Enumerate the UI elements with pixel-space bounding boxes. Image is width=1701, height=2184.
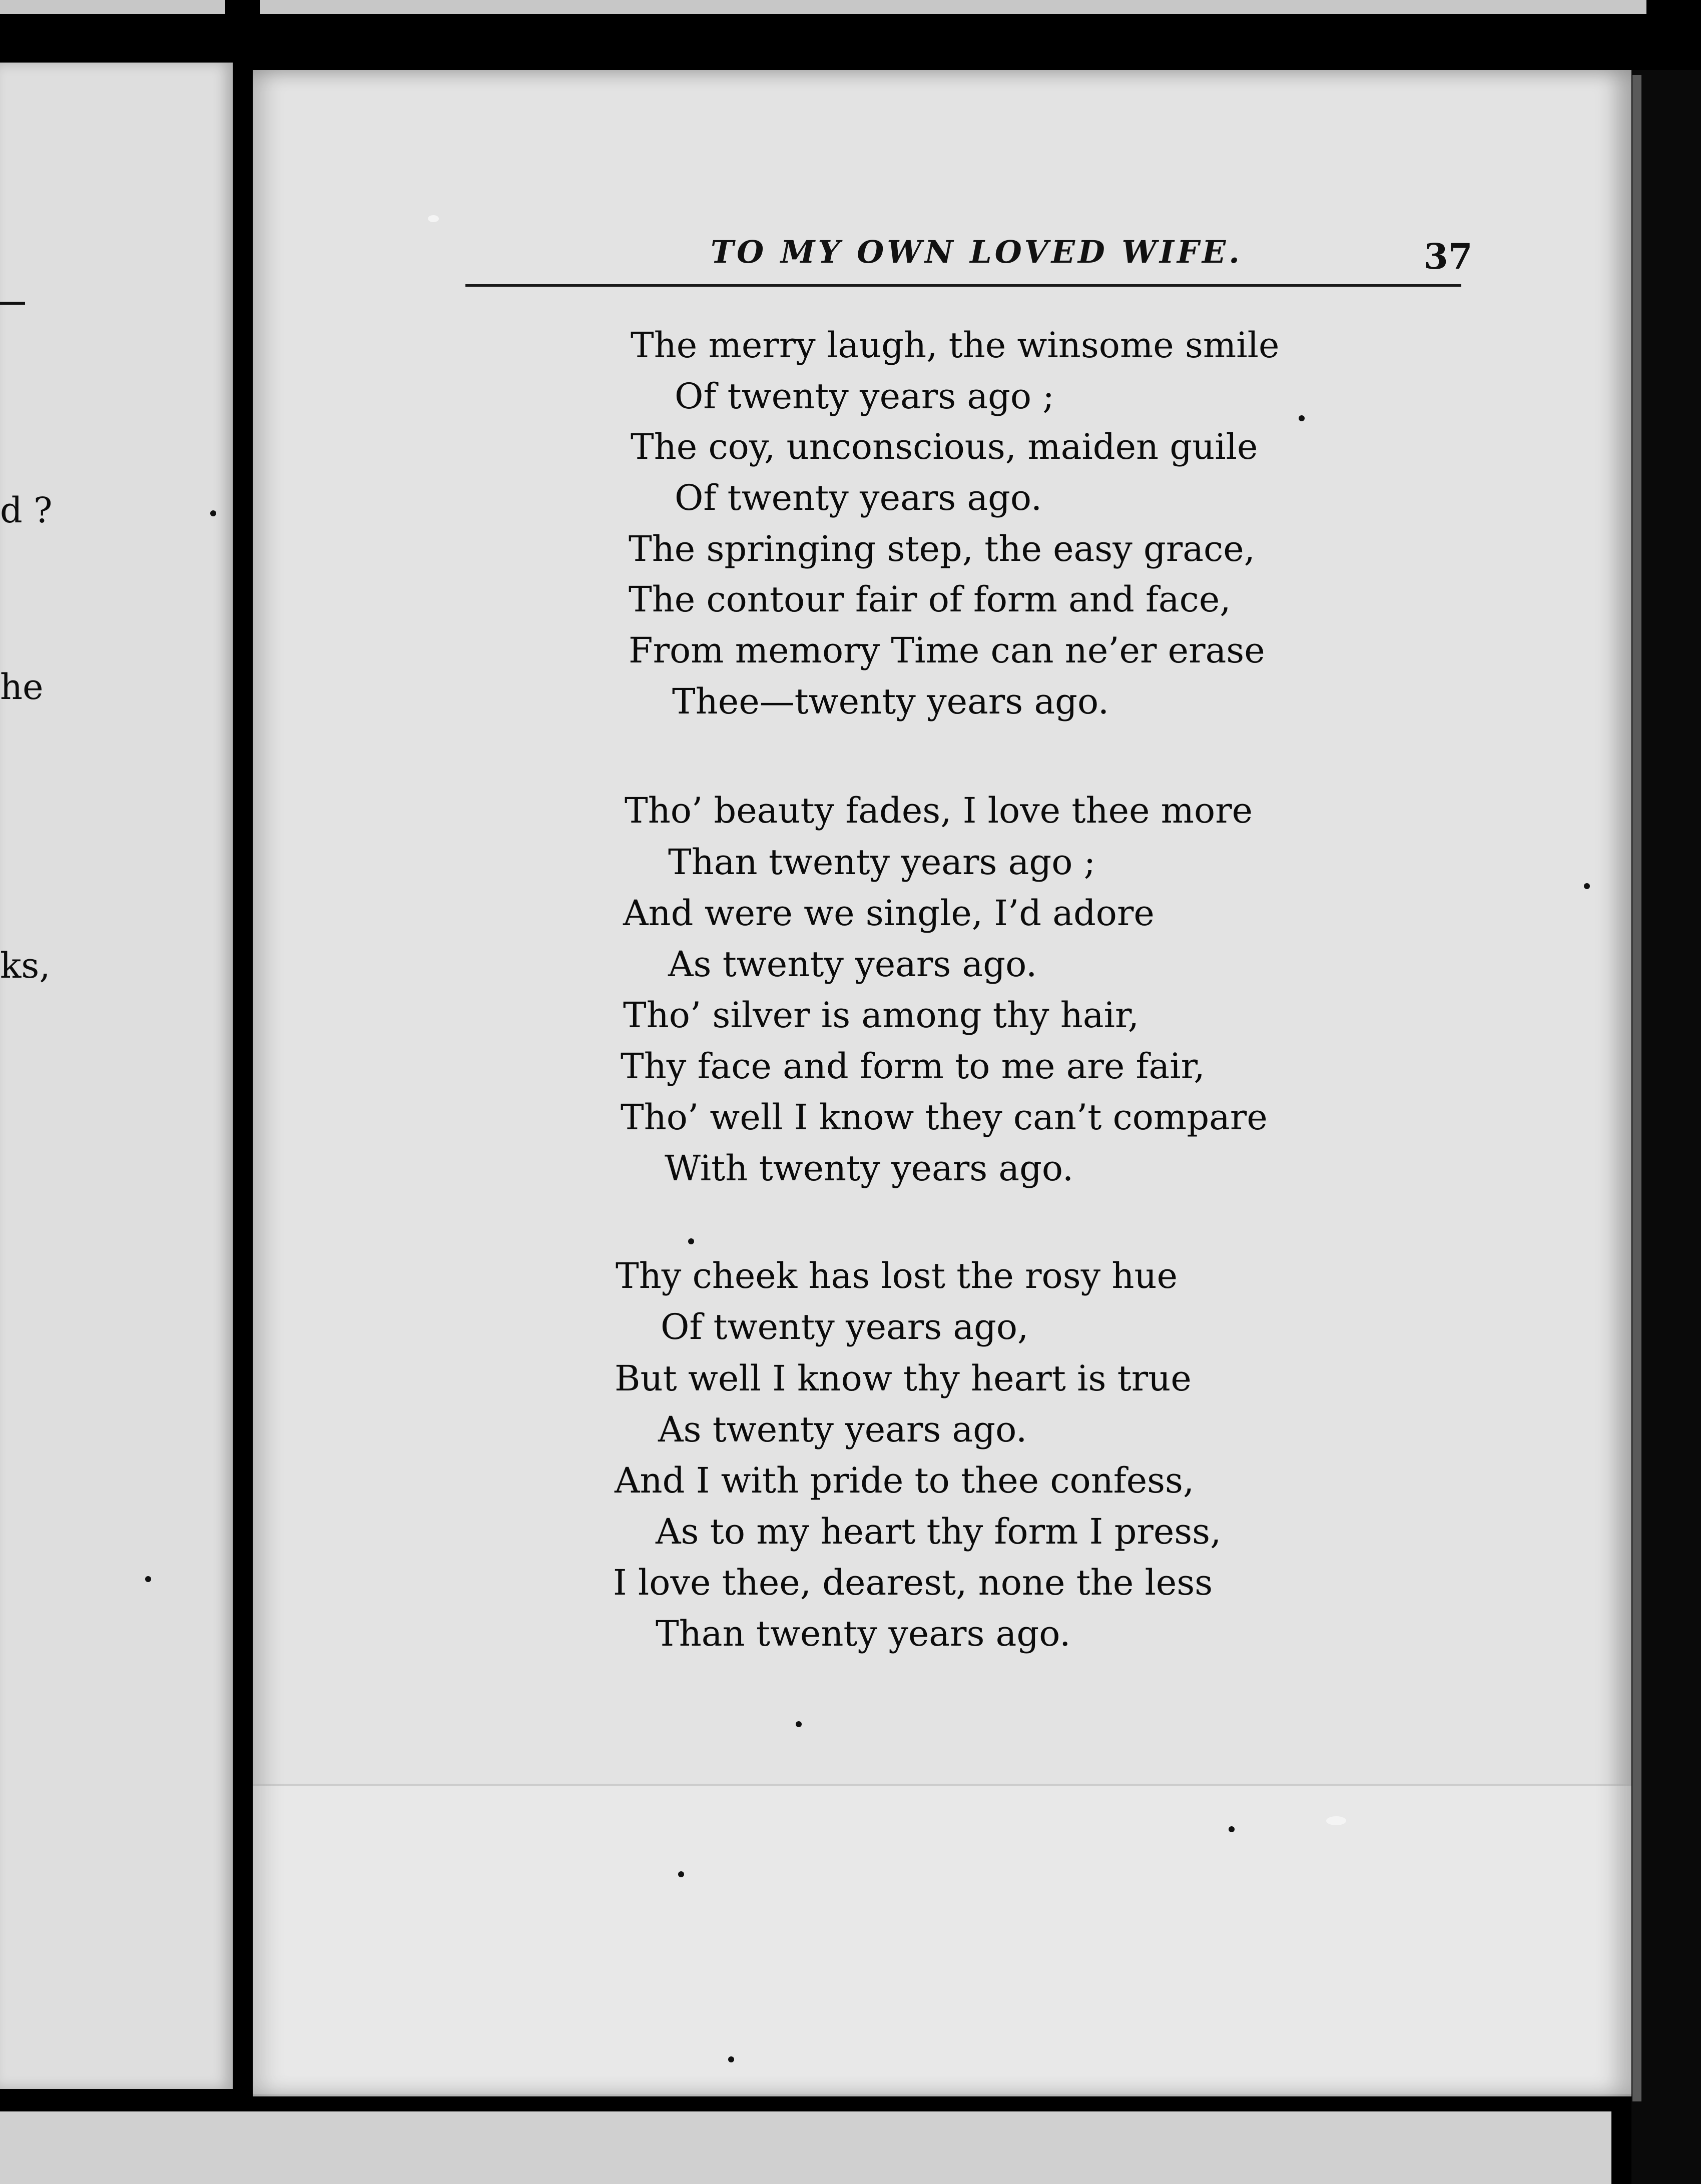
book-right-edge [1631,70,1701,2184]
scan-speck [1299,415,1305,421]
page-fold-line [253,1784,1631,1786]
scan-speck [145,1576,151,1582]
poem-line: The springing step, the easy grace, [629,528,1255,569]
poem-line: Tho’ well I know they can’t compare [621,1097,1268,1138]
poem-line: Of twenty years ago, [661,1306,1029,1347]
top-edge-strip [260,0,1646,14]
previous-page-fragment: he [0,666,44,707]
previous-page-rule [0,302,25,305]
header-rule [465,284,1461,287]
poem-line: As twenty years ago. [658,1409,1027,1450]
poem-line: I love thee, dearest, none the less [613,1562,1213,1603]
poem-line: As to my heart thy form I press, [656,1511,1222,1552]
previous-page-fragment: d ? [0,490,53,531]
poem-line: Thy face and form to me are fair, [621,1046,1205,1087]
poem-line: The contour fair of form and face, [629,579,1231,620]
scan-speck [688,1238,694,1244]
page-number: 37 [1424,236,1473,277]
scan-speck [678,1871,684,1877]
poem-line: The merry laugh, the winsome smile [631,325,1280,366]
poem-line: From memory Time can ne’er erase [629,630,1265,671]
running-title: TO MY OWN LOVED WIFE. [711,234,1243,270]
poem-line: With twenty years ago. [665,1148,1074,1189]
scan-speck [1326,1816,1346,1825]
page-lower-band [253,1784,1631,2094]
scan-speck [1584,883,1590,889]
scan-speck [728,2056,734,2062]
previous-page-fragment: ks, [0,945,51,986]
poem-line: And were we single, I’d adore [623,893,1155,934]
poem-line: Tho’ beauty fades, I love thee more [625,790,1253,831]
poem-line: Of twenty years ago ; [675,376,1054,417]
poem-line: And I with pride to thee confess, [615,1460,1195,1501]
top-edge-strip [0,0,225,14]
scan-speck [210,510,216,516]
poem-line: The coy, unconscious, maiden guile [631,426,1258,467]
scan-speck [1229,1826,1235,1832]
book-right-edge-page-stack [1632,75,1641,2101]
scan-speck [796,1721,802,1727]
poem-line: Thy cheek has lost the rosy hue [616,1255,1178,1296]
poem-line: Tho’ silver is among thy hair, [623,995,1139,1036]
poem-line: As twenty years ago. [668,944,1037,985]
poem-line: Thee—twenty years ago. [672,681,1109,722]
scan-speck [428,215,439,222]
previous-page [0,63,233,2089]
poem-line: Than twenty years ago ; [668,842,1096,883]
bottom-edge-strip [0,2111,1611,2184]
poem-line: But well I know thy heart is true [615,1358,1192,1399]
poem-line: Of twenty years ago. [675,477,1042,518]
poem-line: Than twenty years ago. [656,1613,1071,1654]
